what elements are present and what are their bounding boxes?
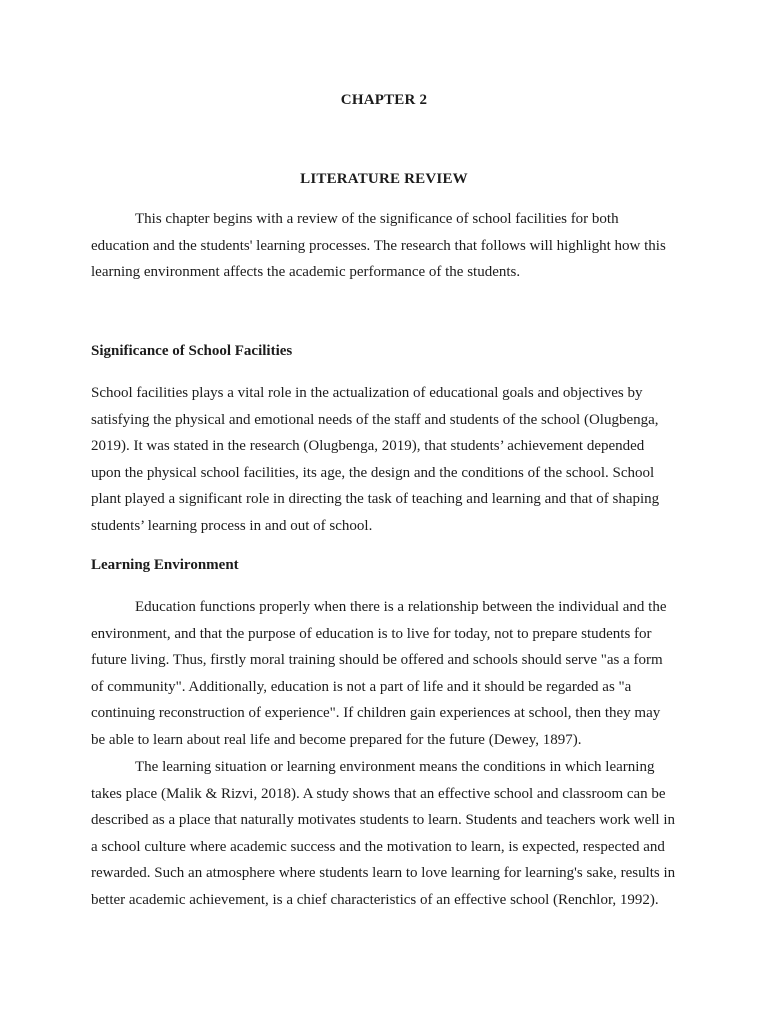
paragraph-line: described as a place that naturally motivates students to learn. Students and teachers work well in xyxy=(91,812,675,829)
paragraph-line: education and the students' learning processes. The research that follows will highlight how this xyxy=(91,237,666,254)
paragraph-line: rewarded. Such an atmosphere where students learn to love learning for learning's sake, results in xyxy=(91,865,676,882)
paragraph-line: plant played a significant role in directing the task of teaching and learning and that of shaping xyxy=(91,491,660,508)
learning-environment-paragraph-1 xyxy=(91,594,691,754)
section-heading-learning-environment: Learning Environment xyxy=(91,557,239,573)
paragraph-line: a school culture where academic success and the motivation to learn, is expected, respected and xyxy=(91,838,665,855)
paragraph-line: Education functions properly when there is a relationship between the individual and the xyxy=(135,599,667,615)
paragraph-line: continuing reconstruction of experience". If children gain experiences at school, then they may xyxy=(91,705,661,722)
paragraph-line: environment, and that the purpose of education is to live for today, not to prepare students for xyxy=(91,625,652,642)
section-heading-facilities: Significance of School Facilities xyxy=(91,343,293,359)
chapter-number: CHAPTER 2 xyxy=(340,92,428,108)
paragraph-line: students’ learning process in and out of school. xyxy=(91,517,373,534)
paragraph-line: upon the physical school facilities, its age, the design and the conditions of the school. School xyxy=(91,464,655,481)
paragraph-line: of community". Additionally, education is not a part of life and it should be regarded as "a xyxy=(91,678,632,695)
paragraph-line: takes place (Malik & Rizvi, 2018). A study shows that an effective school and classroom can be xyxy=(91,785,666,802)
paragraph-line: This chapter begins with a review of the significance of school facilities for both xyxy=(135,211,619,227)
paragraph-line: future living. Thus, firstly moral training should be offered and schools should serve "as a form xyxy=(91,652,663,669)
paragraph-line: learning environment affects the academic performance of the students. xyxy=(91,264,521,281)
paragraph-line: The learning situation or learning environment means the conditions in which learning xyxy=(135,759,655,775)
paragraph-line: be able to learn about real life and become prepared for the future (Dewey, 1897). xyxy=(91,731,582,748)
paragraph-line: satisfying the physical and emotional needs of the staff and students of the school (Olugbenga, xyxy=(91,411,659,428)
paragraph-line: 2019). It was stated in the research (Olugbenga, 2019), that students’ achievement depended xyxy=(91,438,645,455)
chapter-title: LITERATURE REVIEW xyxy=(300,171,468,187)
facilities-paragraph xyxy=(91,380,691,540)
intro-paragraph xyxy=(91,206,691,286)
learning-environment-paragraph-2 xyxy=(91,754,691,914)
paragraph-line: better academic achievement, is a chief characteristics of an effective school (Renchlor, 1992). xyxy=(91,891,659,908)
paragraph-line: School facilities plays a vital role in the actualization of educational goals and objectives by xyxy=(91,385,643,401)
